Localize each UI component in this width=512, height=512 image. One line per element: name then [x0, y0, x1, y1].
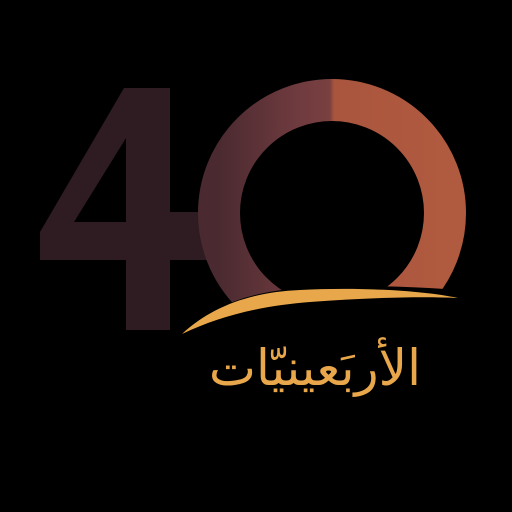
four-digit-icon — [40, 88, 210, 330]
logo-title-arabic: الأربَعينيّات — [208, 339, 422, 397]
